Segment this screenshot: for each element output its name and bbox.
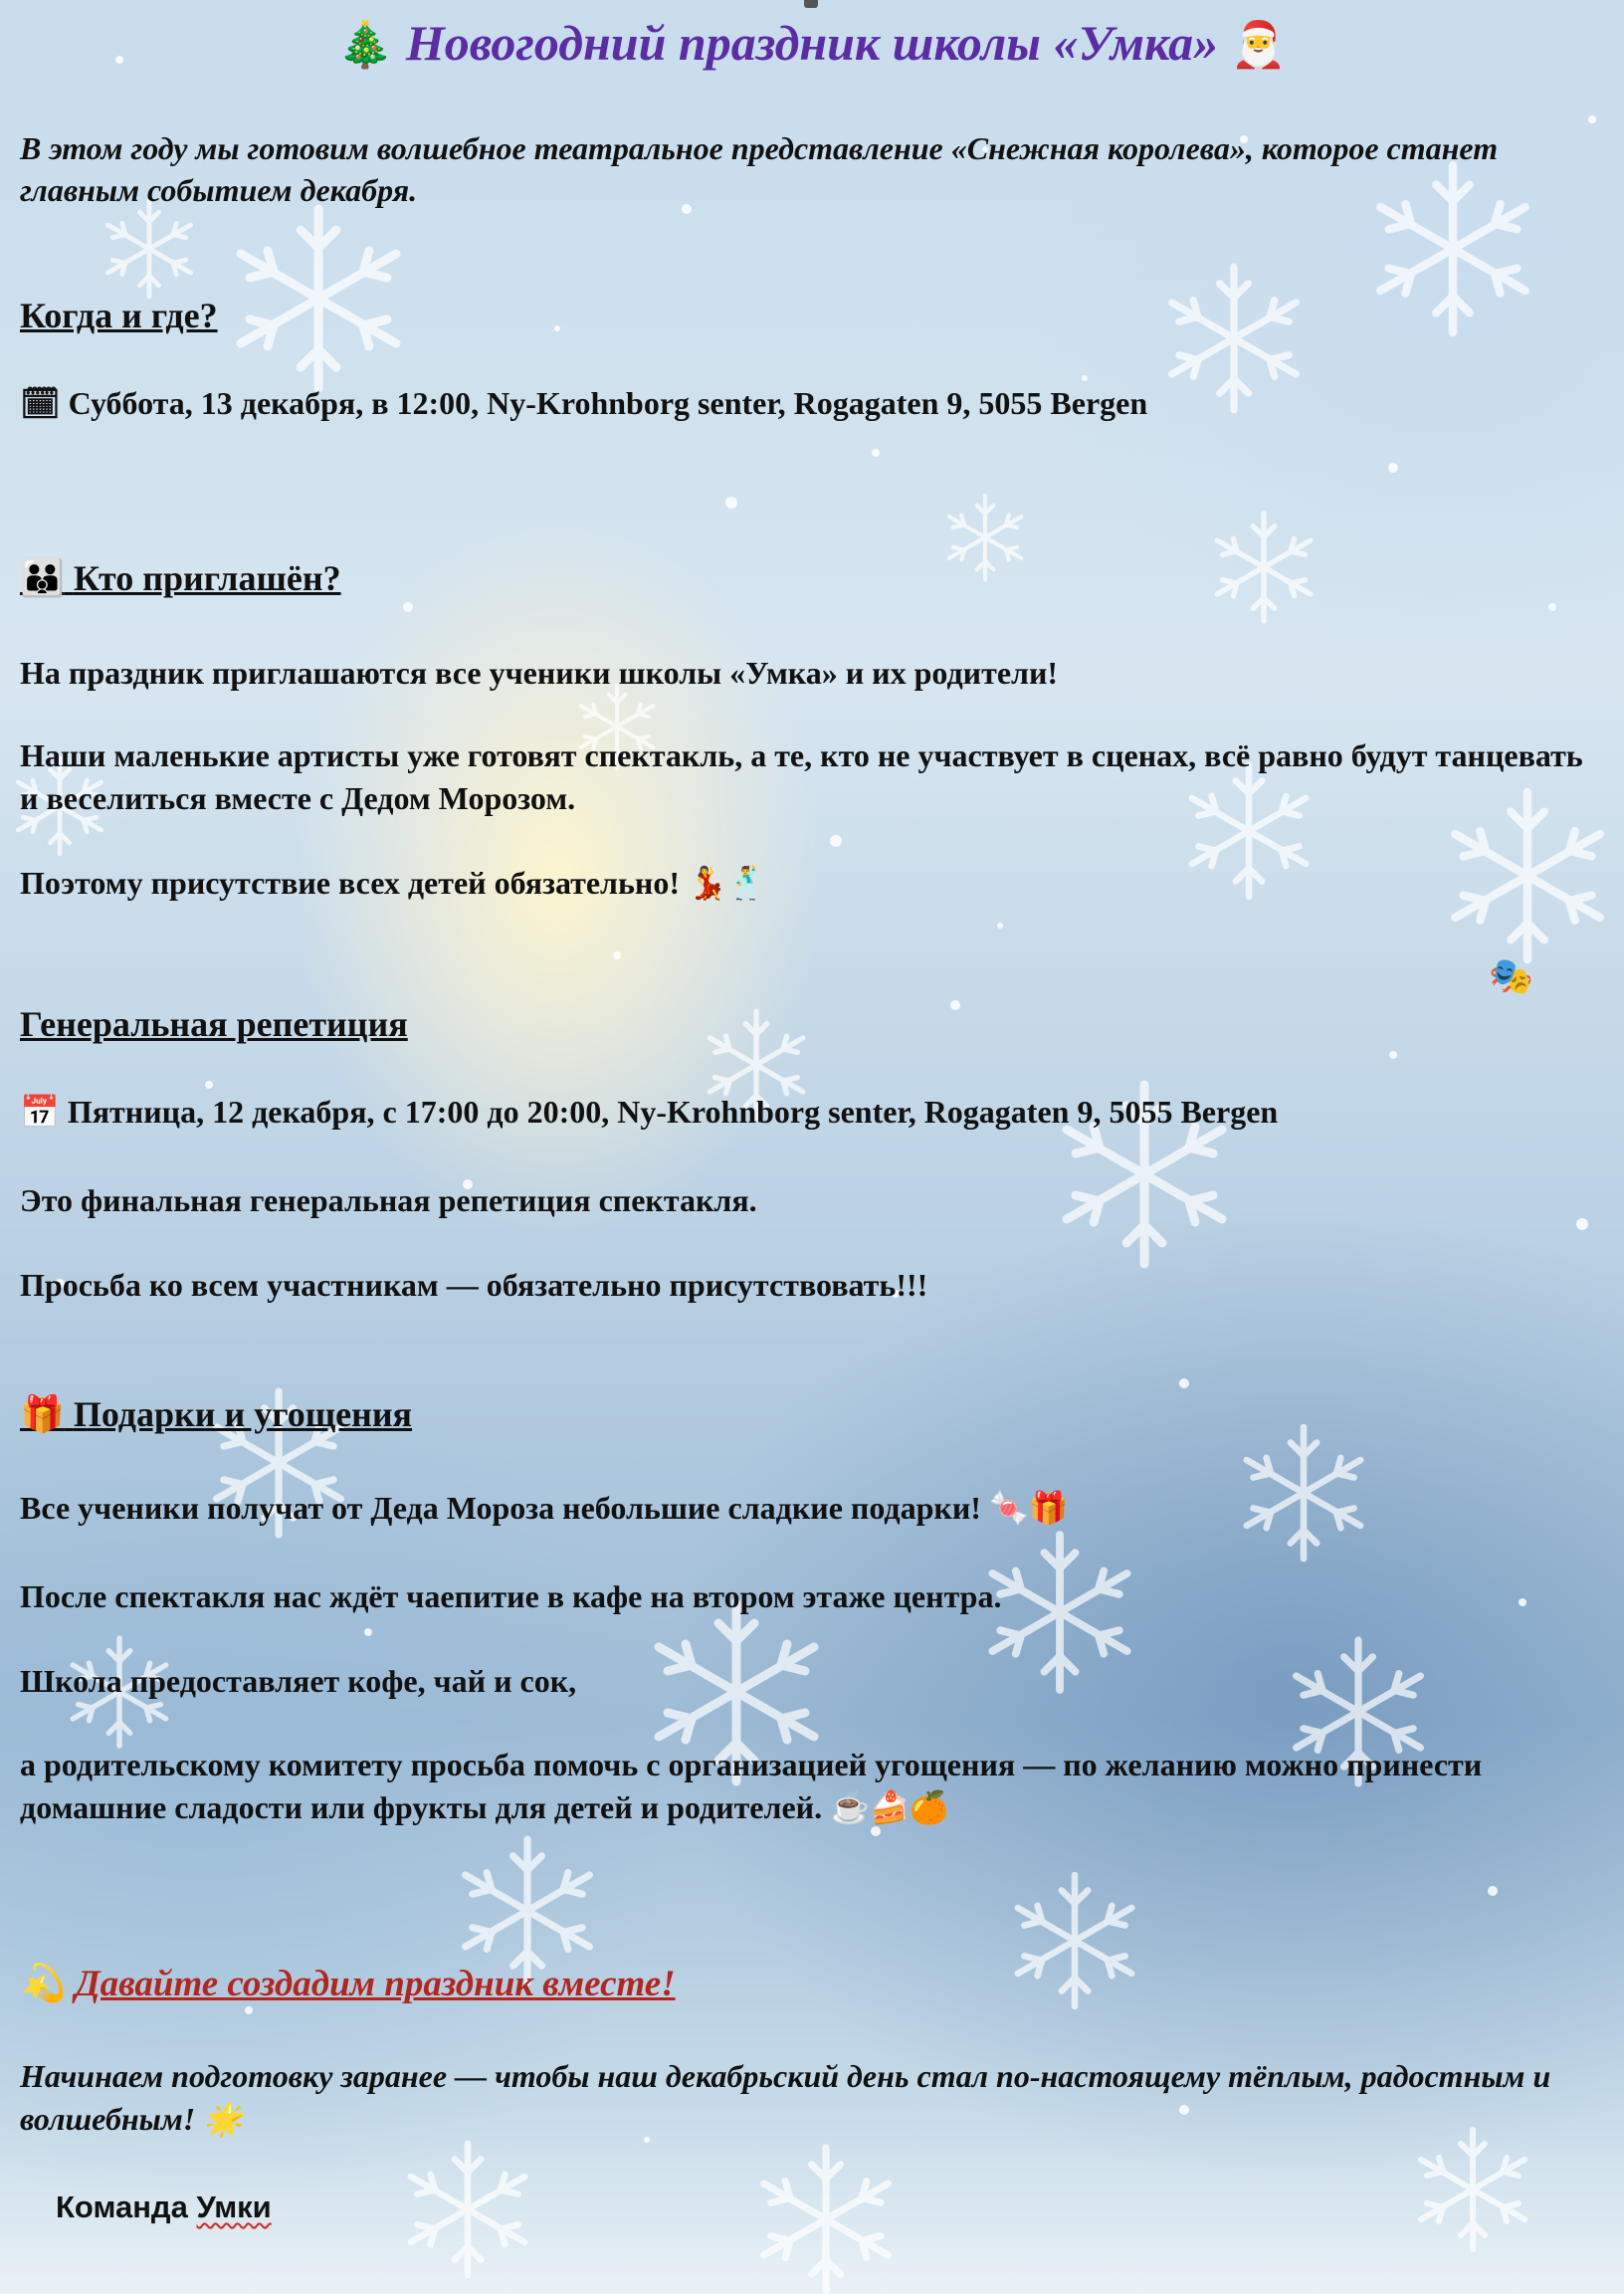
sparkle-icon: 💫 xyxy=(20,1964,67,2004)
calendar-icon: 🗓 xyxy=(20,385,61,421)
closing-text: Начинаем подготовку заранее — чтобы наш декабрьский день стал по-настоящему тёплым, радостным и волшебным! xyxy=(20,2058,1551,2137)
gifts-paragraph-4-text: а родительскому комитету просьба помочь с организацией угощения — по желанию можно принести домашние сладости или фрукты для детей и родителей. xyxy=(20,1747,1483,1825)
santa-icon: 🎅 xyxy=(1230,20,1287,70)
family-icon: 👪 xyxy=(20,558,65,598)
signature xyxy=(56,2190,272,2225)
rehearsal-date-text: Пятница, 12 декабря, с 17:00 до 20:00, Ny-Krohnborg senter, Rogagaten 9, 5055 Bergen xyxy=(67,1094,1279,1130)
who-paragraph-2: Наши маленькие артисты уже готовят спектакль, а те, кто не участвует в сценах, всё равно будут танцевать и веселиться вместе с Дедом Морозом. xyxy=(20,737,1583,816)
candy-gift-icon: 🍬🎁 xyxy=(988,1490,1069,1526)
title-text: Новогодний праздник школы «Умка» xyxy=(405,15,1219,71)
who-paragraph-1: На праздник приглашаются все ученики школы «Умка» и их родители! xyxy=(20,655,1059,691)
heading-gifts-text: Подарки и угощения xyxy=(73,1394,413,1434)
event-date-text: Суббота, 13 декабря, в 12:00, Ny-Krohnborg senter, Rogagaten 9, 5055 Bergen xyxy=(68,385,1148,421)
theater-masks-icon: 🎭 xyxy=(1489,956,1533,996)
heading-who-text: Кто приглашён? xyxy=(73,558,341,598)
gifts-paragraph-1 xyxy=(20,1487,1592,1530)
dancers-icon: 💃🕺 xyxy=(688,865,767,901)
rehearsal-paragraph-1: Это финальная генеральная репетиция спектакля. xyxy=(20,1182,757,1218)
gifts-paragraph-2: После спектакля нас ждёт чаепитие в кафе на втором этаже центра. xyxy=(20,1578,1002,1614)
coffee-cake-orange-icon: ☕🍰🍊 xyxy=(830,1789,949,1825)
signature-word-2: Умки xyxy=(196,2190,272,2224)
gifts-paragraph-3: Школа предоставляет кофе, чай и сок, xyxy=(20,1663,577,1699)
heading-when-where: Когда и где? xyxy=(20,296,218,335)
christmas-tree-icon: 🎄 xyxy=(337,20,394,70)
gift-icon: 🎁 xyxy=(20,1394,65,1434)
calendar-icon-2: 📅 xyxy=(20,1094,60,1130)
rehearsal-paragraph-2: Просьба ко всем участникам — обязательно присутствовать!!! xyxy=(20,1267,928,1303)
star-icon: 🌟 xyxy=(203,2101,244,2137)
gifts-paragraph-1-text: Все ученики получат от Деда Мороза небольшие сладкие подарки! xyxy=(20,1490,981,1526)
call-to-action-text: Давайте создадим праздник вместе! xyxy=(75,1964,676,2004)
call-to-action xyxy=(20,1963,676,2005)
heading-who-invited xyxy=(20,557,341,599)
who-paragraph-3 xyxy=(20,862,1592,905)
who-paragraph-3-text: Поэтому присутствие всех детей обязательно! xyxy=(20,865,681,901)
signature-word-1: Команда xyxy=(56,2190,188,2224)
rehearsal-date-line xyxy=(20,1091,1592,1134)
heading-gifts xyxy=(20,1393,412,1435)
gifts-paragraph-4 xyxy=(20,1744,1592,1829)
heading-rehearsal: Генеральная репетиция xyxy=(20,1004,408,1044)
intro-paragraph: В этом году мы готовим волшебное театральное представление «Снежная королева», которое станет главным событием декабря. xyxy=(20,130,1499,208)
page-title xyxy=(0,14,1624,72)
closing-paragraph xyxy=(20,2055,1602,2141)
event-date-line xyxy=(20,382,1592,425)
